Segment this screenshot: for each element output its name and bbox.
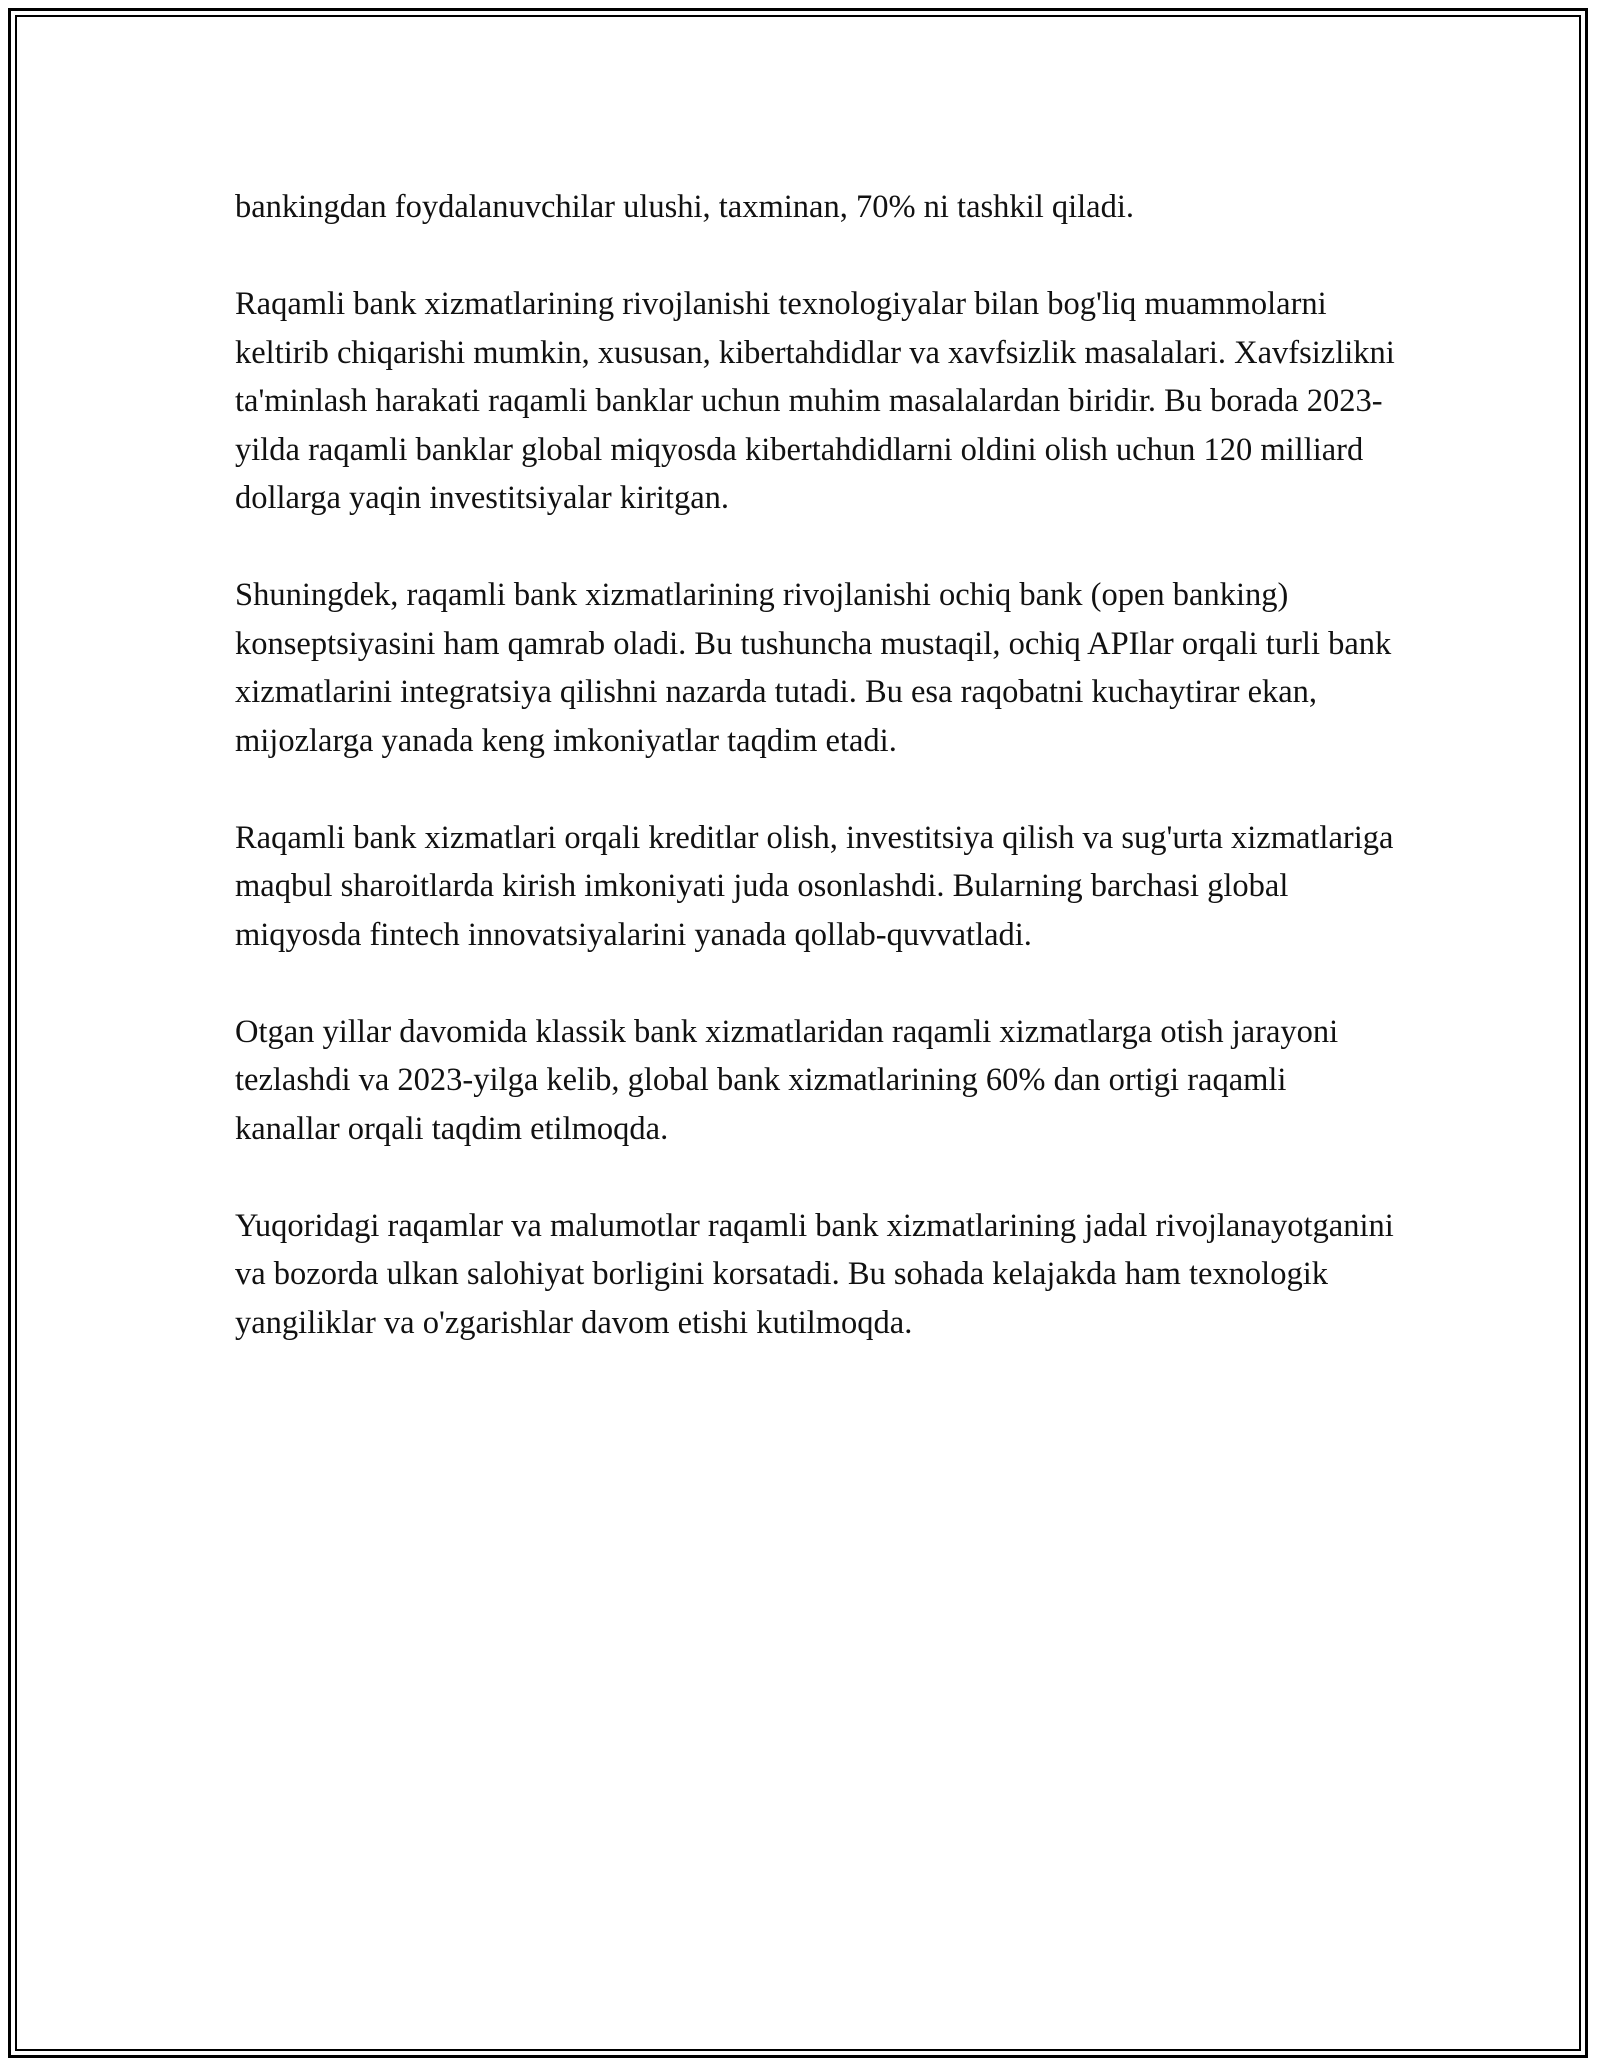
paragraph-2: Raqamli bank xizmatlarining rivojlanishi texnologiyalar bilan bog'liq muammolarni keltirib chiqarishi mumkin, xususan, kibertahdidlar va xavfsizlik masalalari. Xavfsizlikni ta'minlash harakati raqamli banklar uchun muhim masalalardan biridir. Bu borada 2023-yilda raqamli banklar global miqyosda kibertahdidlarni oldini olish uchun 120 milliard dollarga yaqin investitsiyalar kiritgan. bbox=[235, 286, 1395, 516]
paragraph-3: Shuningdek, raqamli bank xizmatlarining rivojlanishi ochiq bank (open banking) konseptsiyasini ham qamrab oladi. Bu tushuncha mustaqil, ochiq APIlar orqali turli bank xizmatlarini integratsiya qilishni nazarda tutadi. Bu esa raqobatni kuchaytirar ekan, mijozlarga yanada keng imkoniyatlar taqdim etadi. bbox=[235, 577, 1392, 759]
paragraph-4: Raqamli bank xizmatlari orqali kreditlar olish, investitsiya qilish va sug'urta xizmatlariga maqbul sharoitlarda kirish imkoniyati juda osonlashdi. Bularning barchasi global miqyosda fintech innovatsiyalarini yanada qollab-quvvatladi. bbox=[235, 819, 1394, 953]
document-body bbox=[235, 183, 1395, 1396]
paragraph-5: Otgan yillar davomida klassik bank xizmatlaridan raqamli xizmatlarga otish jarayoni tezlashdi va 2023-yilga kelib, global bank xizmatlarining 60% dan ortigi raqamli kanallar orqali taqdim etilmoqda. bbox=[235, 1013, 1339, 1147]
paragraph-6: Yuqoridagi raqamlar va malumotlar raqamli bank xizmatlarining jadal rivojlanayotganini va bozorda ulkan salohiyat borligini korsatadi. Bu sohada kelajakda ham texnologik yangiliklar va o'zgarishlar davom etishi kutilmoqda. bbox=[235, 1207, 1394, 1341]
paragraph-1: bankingdan foydalanuvchilar ulushi, taxminan, 70% ni tashkil qiladi. bbox=[235, 189, 1134, 225]
